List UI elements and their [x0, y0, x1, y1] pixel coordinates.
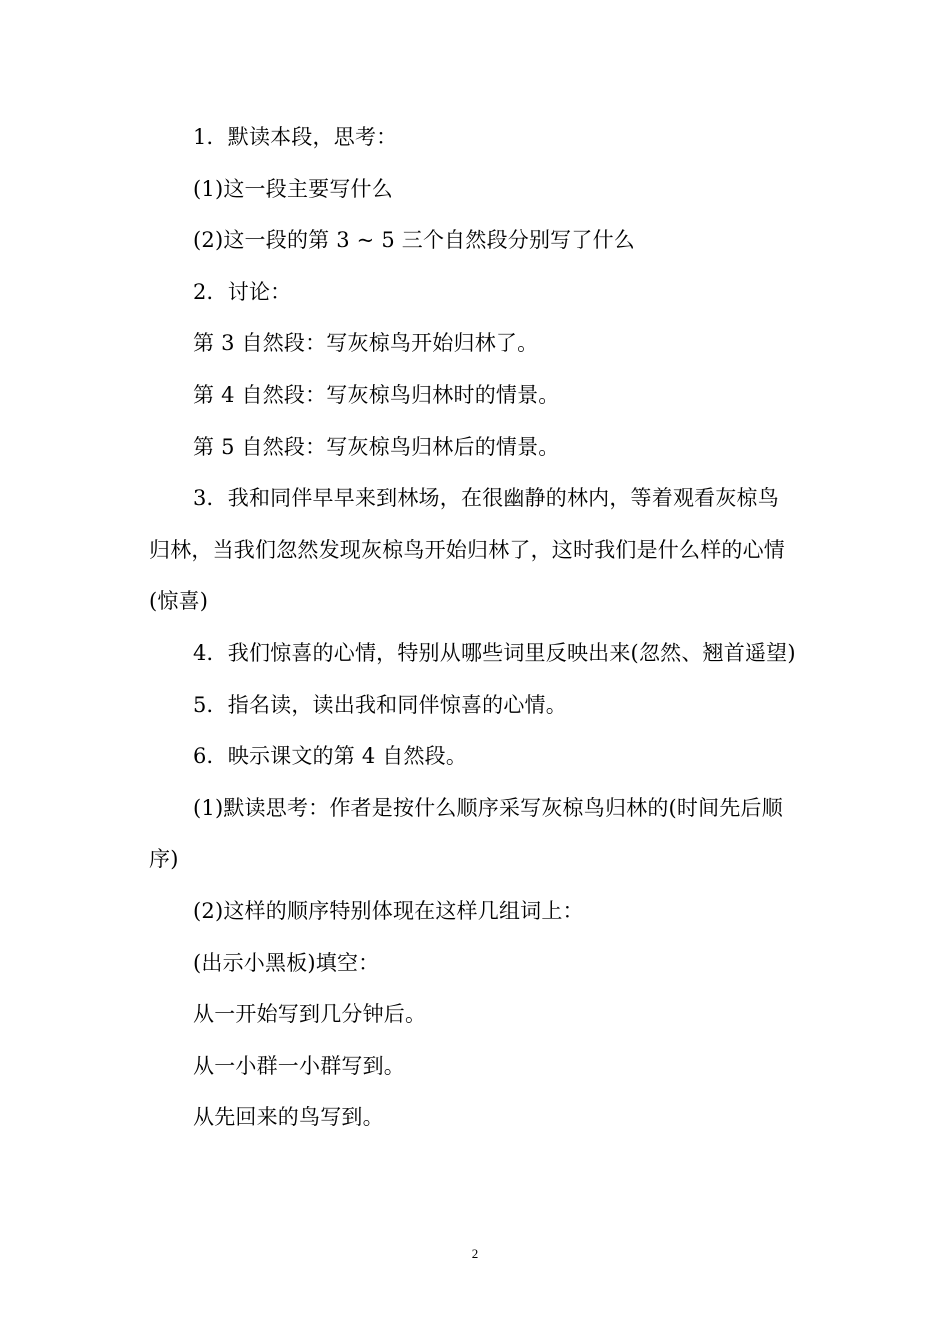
- paragraph-12: (1)默读思考：作者是按什么顺序采写灰椋鸟归林的(时间先后顺序): [149, 795, 783, 872]
- paragraph-1: 1．默读本段，思考：: [193, 125, 398, 149]
- paragraph-3: (2)这一段的第 3 ~ 5 三个自然段分别写了什么: [193, 228, 635, 253]
- paragraph-13: (2)这样的顺序特别体现在这样几组词上：: [193, 898, 584, 923]
- paragraph-14: (出示小黑板)填空：: [193, 950, 380, 975]
- paragraph-10: 5．指名读，读出我和同伴惊喜的心情。: [193, 692, 567, 717]
- paragraph-4: 2．讨论：: [193, 279, 292, 304]
- page-number: 2: [471, 1246, 479, 1261]
- paragraph-11: 6．映示课文的第 4 自然段。: [193, 744, 468, 769]
- paragraph-16: 从一小群一小群写到。: [193, 1053, 405, 1078]
- paragraph-6: 第 4 自然段：写灰椋鸟归林时的情景。: [193, 382, 560, 407]
- document-body: [149, 112, 799, 1144]
- paragraph-5: 第 3 自然段：写灰椋鸟开始归林了。: [193, 331, 539, 356]
- paragraph-2: (1)这一段主要写什么: [193, 176, 393, 201]
- paragraph-17: 从先回来的鸟写到。: [193, 1105, 384, 1130]
- paragraph-15: 从一开始写到几分钟后。: [193, 1002, 427, 1027]
- paragraph-9: 4．我们惊喜的心情，特别从哪些词里反映出来(忽然、翘首遥望): [193, 640, 796, 665]
- paragraph-8: 3．我和同伴早早来到林场，在很幽静的林内，等着观看灰椋鸟归林，当我们忽然发现灰椋鸟开始归林了，这时我们是什么样的心情(惊喜): [149, 486, 785, 614]
- paragraph-7: 第 5 自然段：写灰椋鸟归林后的情景。: [193, 434, 560, 459]
